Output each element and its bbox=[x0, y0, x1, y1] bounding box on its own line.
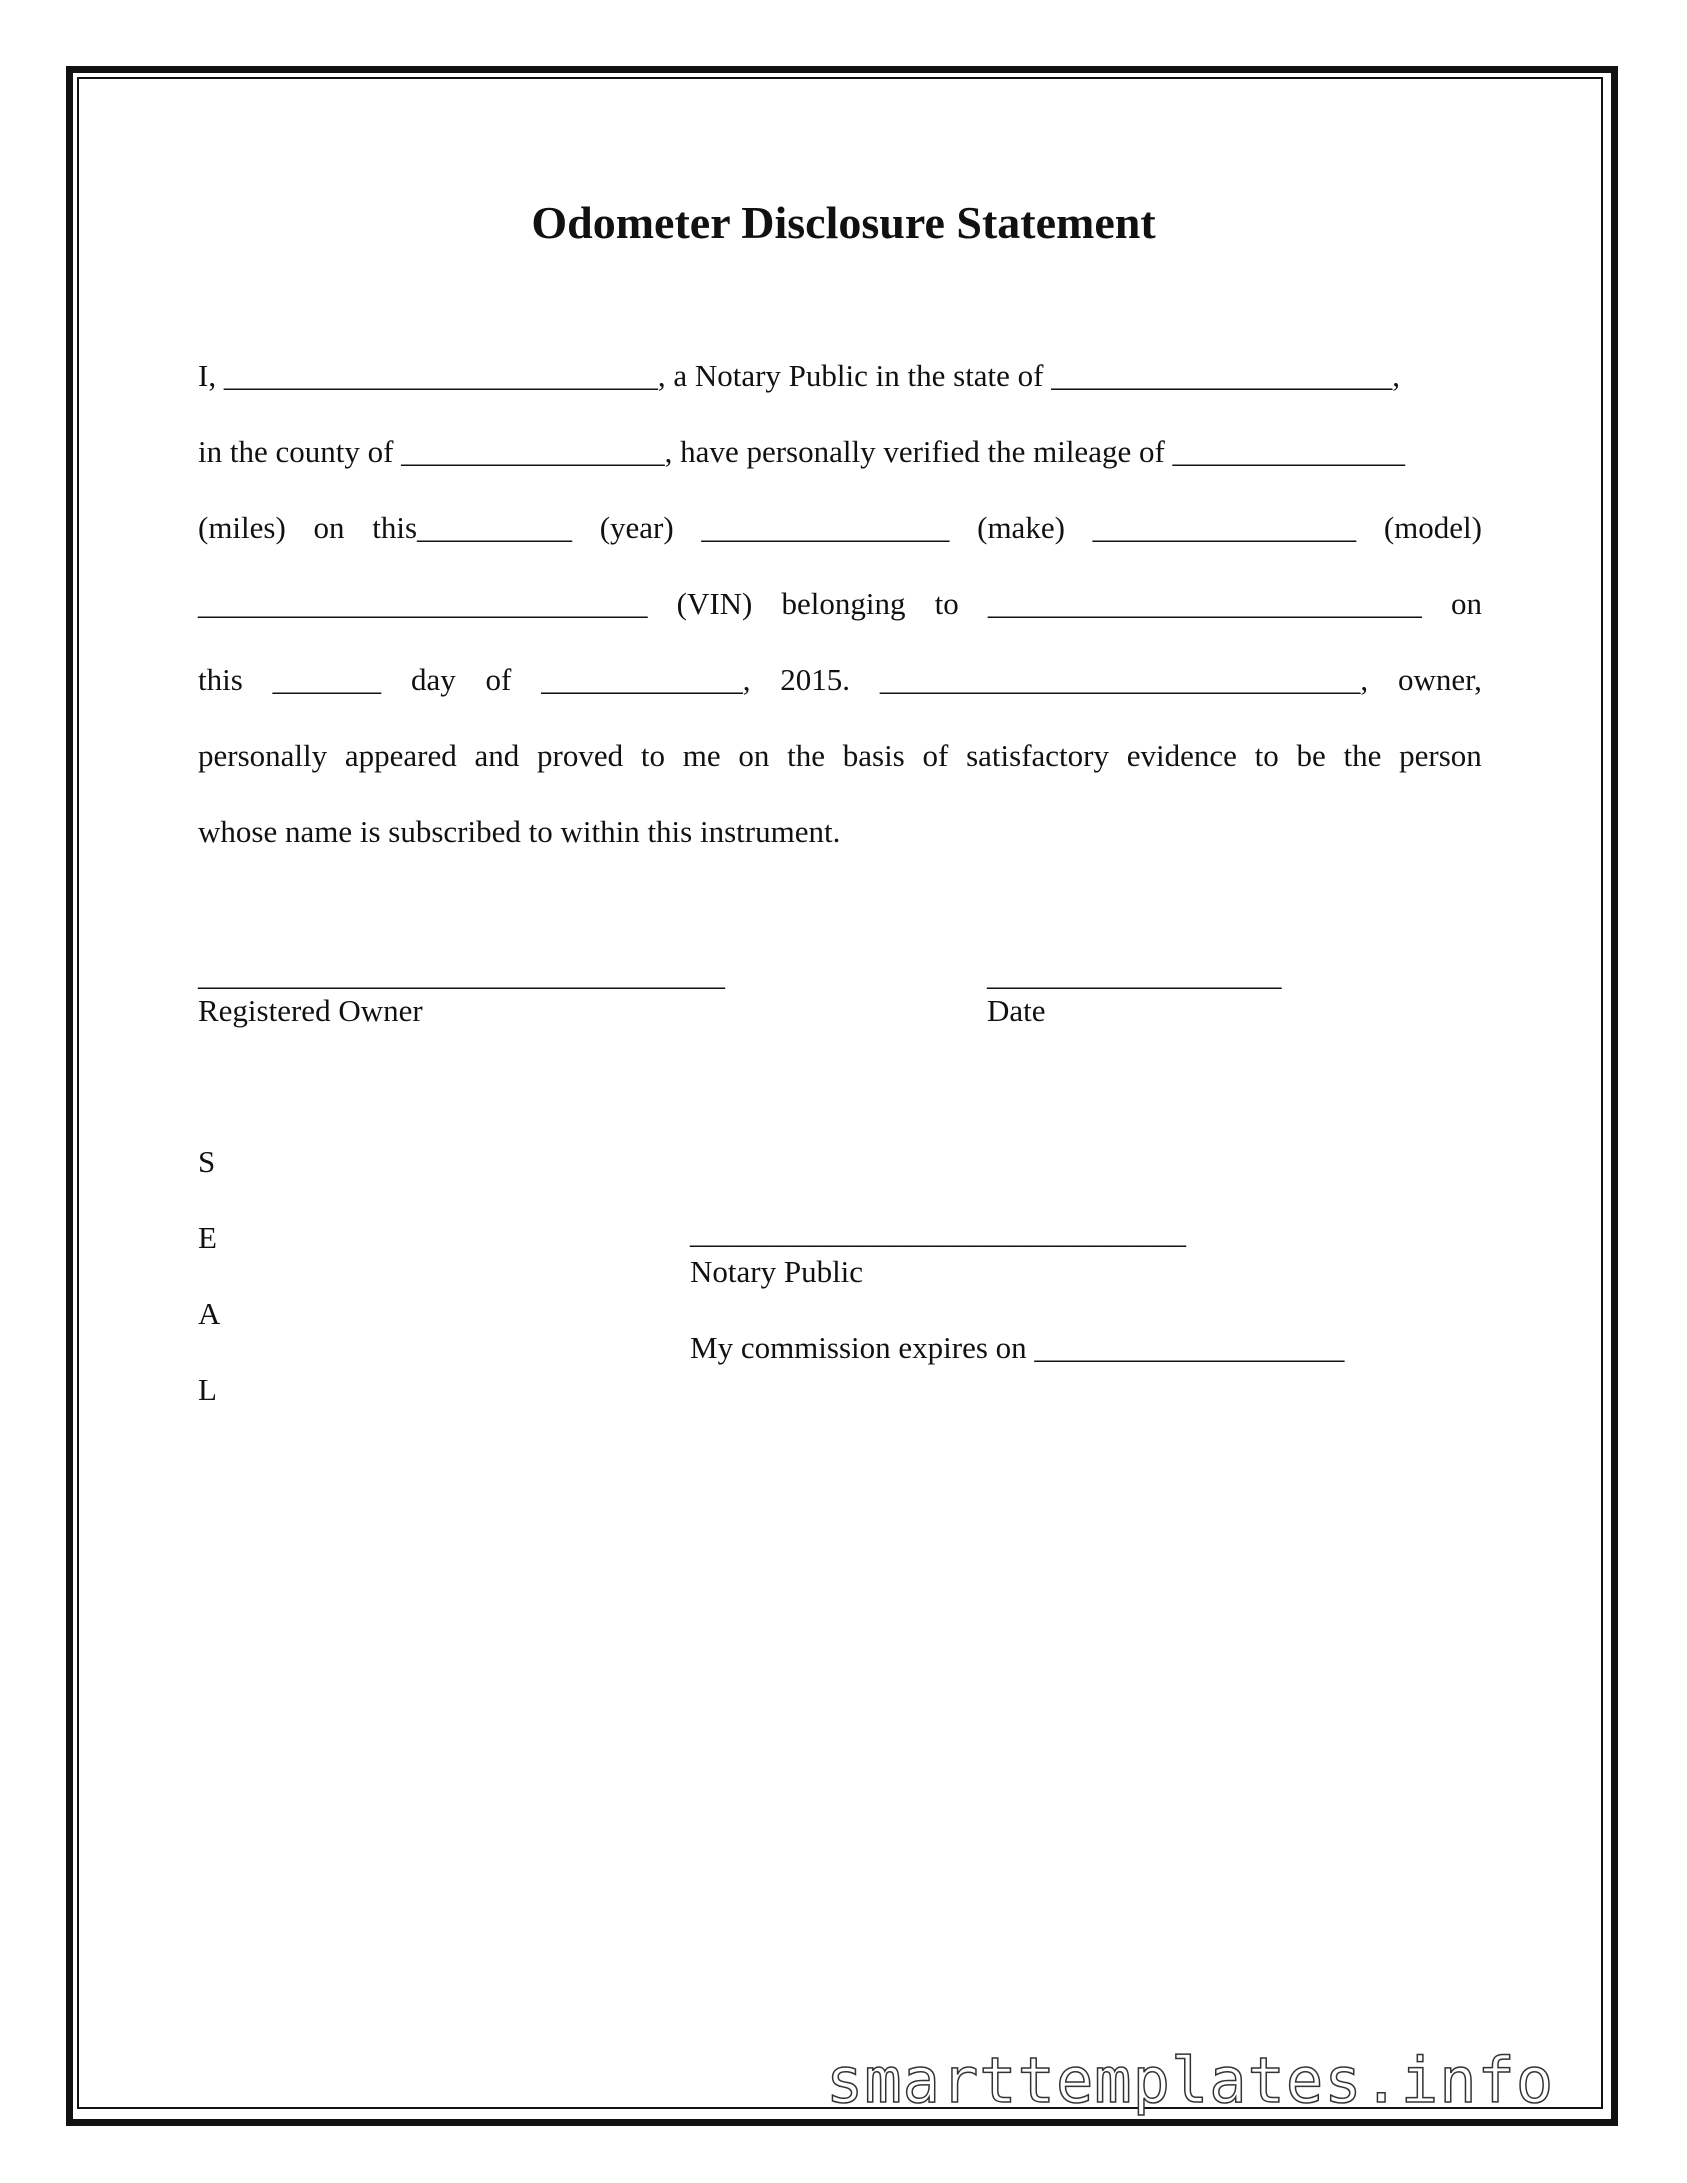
statement-word: satisfactory bbox=[966, 738, 1109, 773]
statement-word: to bbox=[640, 738, 665, 773]
statement-word: person bbox=[1399, 738, 1482, 773]
statement-line bbox=[198, 794, 1482, 870]
statement-word: to bbox=[934, 586, 959, 621]
statement-word: evidence bbox=[1126, 738, 1237, 773]
seal-letter: A bbox=[198, 1296, 221, 1331]
seal-letter: E bbox=[198, 1220, 217, 1255]
seal-letter: S bbox=[198, 1144, 216, 1179]
statement-word: of bbox=[922, 738, 949, 773]
statement-word[interactable]: _________________ bbox=[1092, 510, 1357, 545]
statement-word: personally bbox=[198, 738, 328, 773]
statement-word: on bbox=[1451, 586, 1482, 621]
statement-word: (model) bbox=[1383, 510, 1482, 545]
statement-word: (year) bbox=[599, 510, 674, 545]
statement-word[interactable]: in the county of _________________, have personally verified the mileage of _______________ bbox=[198, 434, 1406, 469]
seal-letter: L bbox=[198, 1372, 217, 1407]
owner-signature-line[interactable]: __________________________________ bbox=[198, 957, 725, 992]
statement-word[interactable]: _______________________________, bbox=[879, 662, 1369, 697]
statement-word: (make) bbox=[977, 510, 1065, 545]
date-signature-line[interactable]: ___________________ bbox=[987, 957, 1282, 992]
statement-word[interactable]: _______ bbox=[272, 662, 382, 697]
statement-word: the bbox=[1343, 738, 1382, 773]
statement-word: whose name is subscribed to within this instrument. bbox=[198, 814, 841, 849]
statement-word: basis bbox=[842, 738, 905, 773]
statement-line bbox=[198, 642, 1482, 718]
statement-word: proved bbox=[537, 738, 624, 773]
statement-word[interactable]: ____________________________ bbox=[987, 586, 1422, 621]
statement-word: to bbox=[1254, 738, 1279, 773]
statement-paragraph bbox=[198, 338, 1482, 870]
statement-word: 2015. bbox=[780, 662, 851, 697]
statement-word: this bbox=[198, 662, 243, 697]
statement-word: owner, bbox=[1397, 662, 1482, 697]
owner-signature-label: Registered Owner bbox=[198, 993, 423, 1028]
statement-word: the bbox=[787, 738, 825, 773]
statement-line bbox=[198, 718, 1482, 794]
notary-signature-line[interactable]: ________________________________ bbox=[690, 1215, 1186, 1250]
statement-word: on bbox=[738, 738, 770, 773]
statement-word: me bbox=[682, 738, 721, 773]
statement-word[interactable]: _____________________________ bbox=[198, 586, 648, 621]
statement-word: (miles) bbox=[198, 510, 286, 545]
statement-word[interactable]: ________________ bbox=[701, 510, 950, 545]
statement-line bbox=[198, 414, 1482, 490]
statement-line bbox=[198, 566, 1482, 642]
notary-signature-label: Notary Public bbox=[690, 1254, 864, 1289]
statement-word: day bbox=[410, 662, 456, 697]
date-signature-label: Date bbox=[987, 993, 1046, 1028]
statement-word: on bbox=[313, 510, 345, 545]
watermark: smarttemplates.info bbox=[826, 2044, 1555, 2117]
statement-word: appeared bbox=[344, 738, 457, 773]
statement-word: (VIN) bbox=[676, 586, 753, 621]
statement-line bbox=[198, 490, 1482, 566]
statement-word: belonging bbox=[781, 586, 906, 621]
statement-word: and bbox=[474, 738, 520, 773]
document-title: Odometer Disclosure Statement bbox=[531, 197, 1156, 248]
statement-word[interactable]: I, ____________________________, a Notary Public in the state of ______________________, bbox=[198, 358, 1401, 393]
statement-word: be bbox=[1296, 738, 1326, 773]
statement-word[interactable]: _____________, bbox=[541, 662, 751, 697]
statement-word: of bbox=[485, 662, 512, 697]
commission-expires-text[interactable]: My commission expires on ____________________ bbox=[690, 1330, 1345, 1365]
statement-line bbox=[198, 338, 1482, 414]
statement-word[interactable]: this__________ bbox=[372, 510, 573, 545]
